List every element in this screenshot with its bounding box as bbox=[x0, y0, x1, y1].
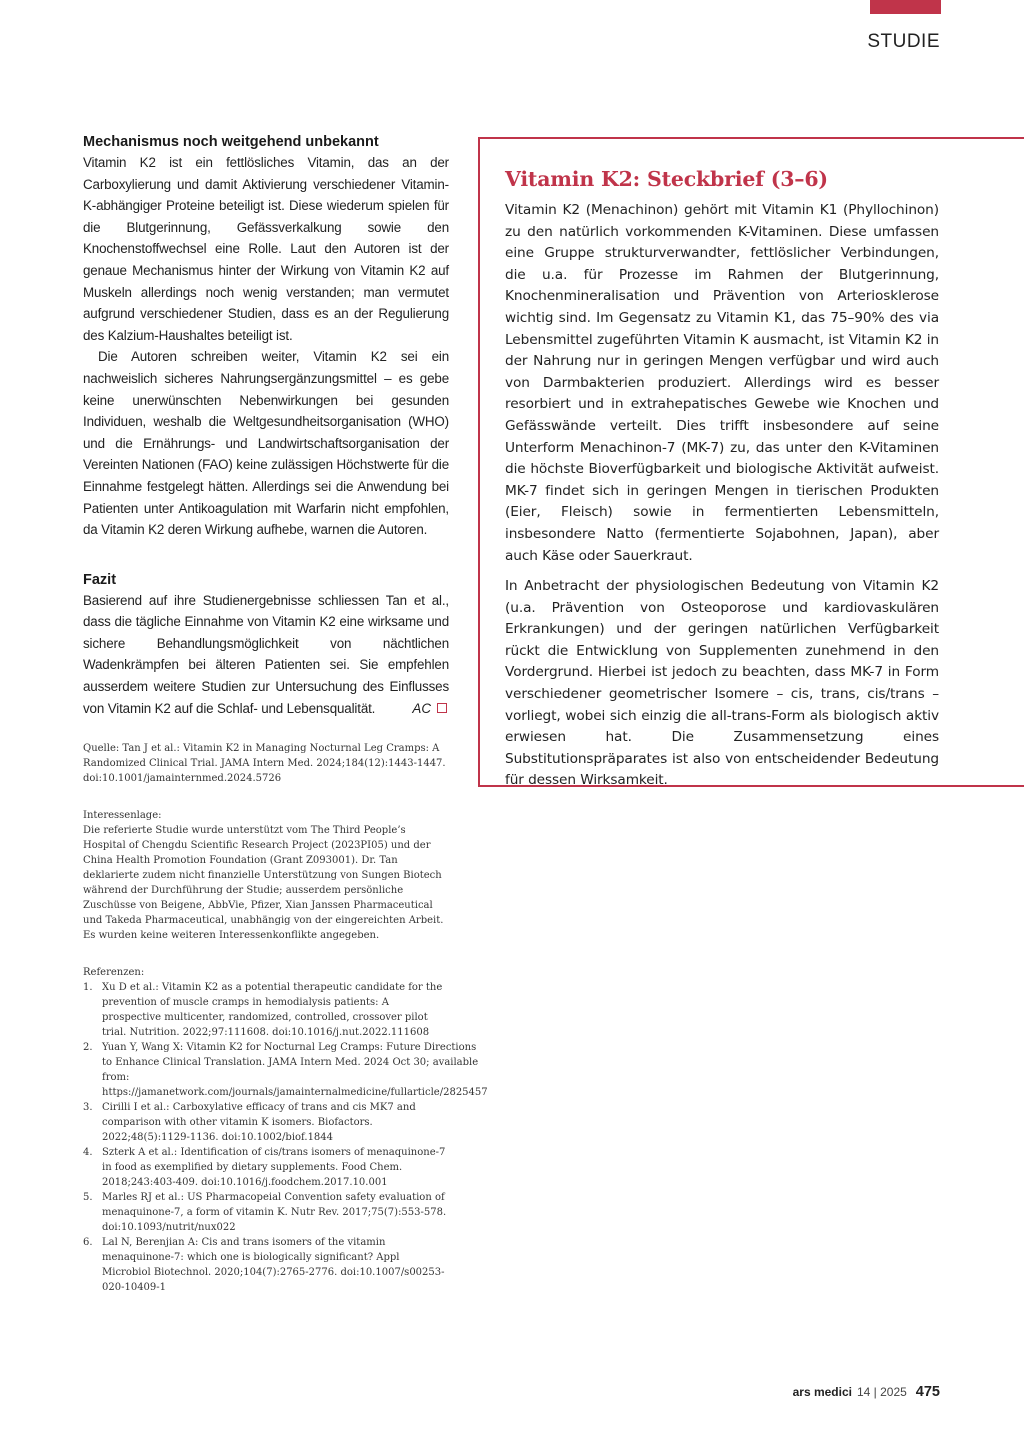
interests-label: Interessenlage: bbox=[83, 810, 162, 822]
mechanism-paragraph-1: Vitamin K2 ist ein fettlösliches Vitamin, das an der Carboxylierung und damit Aktivierung verschiedener Vitamin-K-abhängiger Proteine beteiligt ist. Diese wiederum spielen für die Blutgerinnung, Gefässverkalkung sowie den Knochenstoffwechsel eine Rolle. Laut den Autoren ist der genaue Mechanismus hinter der Wirkung von Vitamin K2 auf Muskeln allerdings noch wenig verstanden; man vermutet aufgrund verschiedener Studien, dass es an der Regulierung des Kalzium-Haushaltes beteiligt ist. bbox=[83, 155, 449, 343]
steckbrief-box bbox=[478, 137, 1024, 787]
reference-item: 3. Cirilli I et al.: Carboxylative efficacy of trans and cis MK7 and comparison with other vitamin K isomers. Biofactors. 2022;48(5):1129-1136. doi:10.1002/biof.1844 bbox=[83, 1102, 416, 1144]
reference-item: 1. Xu D et al.: Vitamin K2 as a potential therapeutic candidate for the prevention of muscle cramps in hemodialysis patients: A prospective multicenter, randomized, controlled, crossover pilot trial. Nutrition. 2022;97:111608. doi:10.1016/j.nut.2022.111608 bbox=[83, 982, 443, 1039]
source-citation: Quelle: Tan J et al.: Vitamin K2 in Managing Nocturnal Leg Cramps: A Randomized Clinical Trial. JAMA Intern Med. 2024;184(12):1443-1447. doi:10.1001/jamainternmed.2024.5726 bbox=[83, 743, 446, 785]
interests-text: Die referierte Studie wurde unterstützt vom The Third People’s Hospital of Chengdu Scientific Research Project (2023PI05) und der China Health Promotion Foundation (Grant Z093001). Dr. Tan deklarierte zudem nicht finanzielle Unterstützung von Sungen Biotech während der Durchführung der Studie; ausserdem persönliche Zuschüsse von Beigene, AbbVie, Pfizer, Xian Janssen Pharmaceutical und Takeda Pharmaceutical, unabhängig von der eingereichten Arbeit. Es wurden keine weiteren Interessenkonflikte angegeben. bbox=[83, 825, 444, 942]
fazit-block bbox=[83, 590, 449, 720]
fazit-heading: Fazit bbox=[83, 571, 117, 588]
steckbrief-title: Vitamin K2: Steckbrief (3–6) bbox=[505, 167, 828, 191]
signature-initials: AC bbox=[412, 700, 431, 716]
mechanism-paragraph-2: Die Autoren schreiben weiter, Vitamin K2 sei ein nachweislich sicheres Nahrungsergänzungsmittel – es gebe keine unerwünschten Nebenwirkungen bei gesunden Individuen, weshalb die Weltgesundheitsorganisation (WHO) und die Ernährungs- und Landwirtschaftsorganisation der Vereinten Nationen (FAO) keine zulässigen Höchstwerte für die Einnahme festgelegt hätten. Allerdings sei die Anwendung bei Patienten unter Antikoagulation mit Warfarin nicht empfohlen, da Vitamin K2 deren Wirkung aufhebe, warnen die Autoren. bbox=[83, 349, 449, 538]
issue-number: 14 | 2025 bbox=[856, 1385, 907, 1399]
steckbrief-paragraph-2: In Anbetracht der physiologischen Bedeutung von Vitamin K2 (u.a. Prävention von Osteoporose und kardiovaskulären Erkrankungen) und der geringen natürlichen Verfügbarkeit rückt die Entwicklung von Supplementen zunehmend in den Vordergrund. Hierbei ist jedoch zu beachten, dass MK-7 in Form verschiedener geometrischer Isomere – cis, trans, cis/trans – vorliegt, wobei sich einzig die all-trans-Form als biologisch aktiv erwiesen hat. Die Zusammensetzung eines Substitutionspräparates ist also von entscheidender Bedeutung für dessen Wirksamkeit. bbox=[505, 578, 939, 789]
reference-item: 5. Marles RJ et al.: US Pharmacopeial Convention safety evaluation of menaquinone-7, a form of vitamin K. Nutr Rev. 2017;75(7):553-578. doi:10.1093/nutrit/nux022 bbox=[83, 1192, 447, 1234]
fazit-paragraph: Basierend auf ihre Studienergebnisse schliessen Tan et al., dass die tägliche Einnahme von Vitamin K2 eine wirksame und sichere Behandlungsmöglichkeit von nächtlichen Wadenkrämpfen bei älteren Patienten sei. Sie empfehlen ausserdem weitere Studien zur Untersuchung des Einflusses von Vitamin K2 auf die Schlaf- und Lebensqualität. bbox=[83, 592, 449, 716]
section-label: STUDIE bbox=[867, 31, 940, 52]
references-block bbox=[83, 965, 488, 1295]
interests-block bbox=[83, 808, 449, 943]
reference-item: 4. Szterk A et al.: Identification of cis/trans isomers of menaquinone-7 in food as exemplified by dietary supplements. Food Chem. 2018;243:403-409. doi:10.1016/j.foodchem.2017.10.001 bbox=[83, 1147, 446, 1189]
reference-item: 6. Lal N, Berenjian A: Cis and trans isomers of the vitamin menaquinone-7: which one is biologically significant? Appl Microbiol Biotechnol. 2020;104(7):2765-2776. doi:10.1007/s00253-020-10409-1 bbox=[83, 1237, 445, 1294]
left-column bbox=[83, 133, 488, 1295]
references-list bbox=[83, 980, 488, 1295]
references-label: Referenzen: bbox=[83, 967, 145, 979]
page-number: 475 bbox=[915, 1384, 940, 1400]
reference-item: 2. Yuan Y, Wang X: Vitamin K2 for Nocturnal Leg Cramps: Future Directions to Enhance Clinical Translation. JAMA Intern Med. 2024 Oct 30; available from: https://jamanetwork.com/journals/jamainternalmedicine/fullarticle/2825457 bbox=[83, 1042, 488, 1099]
steckbrief-content bbox=[505, 166, 939, 801]
mechanism-heading: Mechanismus noch weitgehend unbekannt bbox=[83, 134, 379, 150]
end-mark-icon bbox=[437, 703, 447, 713]
accent-bar bbox=[870, 0, 941, 14]
steckbrief-paragraph-1: Vitamin K2 (Menachinon) gehört mit Vitamin K1 (Phyllochinon) zu den natürlich vorkommenden K-Vitaminen. Diese umfassen eine Gruppe strukturverwandter, fettlöslicher Verbindungen, die u.a. für Prozesse im Rahmen der Blutgerinnung, Knochenmineralisation und Prävention von Arteriosklerose wichtig sind. Im Gegensatz zu Vitamin K1, das 75–90% des via Lebensmittel zugeführten Vitamin K ausmacht, ist Vitamin K2 in der Nahrung nur in geringen Mengen verfügbar und wird auch von Darmbakterien produziert. Allerdings wird es besser resorbiert und in extrahepatisches Gewebe wie Knochen und Gefässwände verteilt. Dies trifft insbesondere auf seine Unterform Menachinon-7 (MK-7) zu, das unter den K-Vitaminen die höchste Bioverfügbarkeit und biologische Aktivität aufweist. MK-7 findet sich in geringen Mengen in tierischen Produkten (Eier, Fleisch) sowie in fermentierten Lebensmitteln, insbesondere Natto (fermentierte Sojabohnen, Japan), aber auch Käse oder Sauerkraut. bbox=[505, 202, 939, 564]
author-signature bbox=[412, 698, 447, 720]
page-footer bbox=[793, 1384, 940, 1400]
journal-name: ars medici bbox=[792, 1385, 852, 1399]
